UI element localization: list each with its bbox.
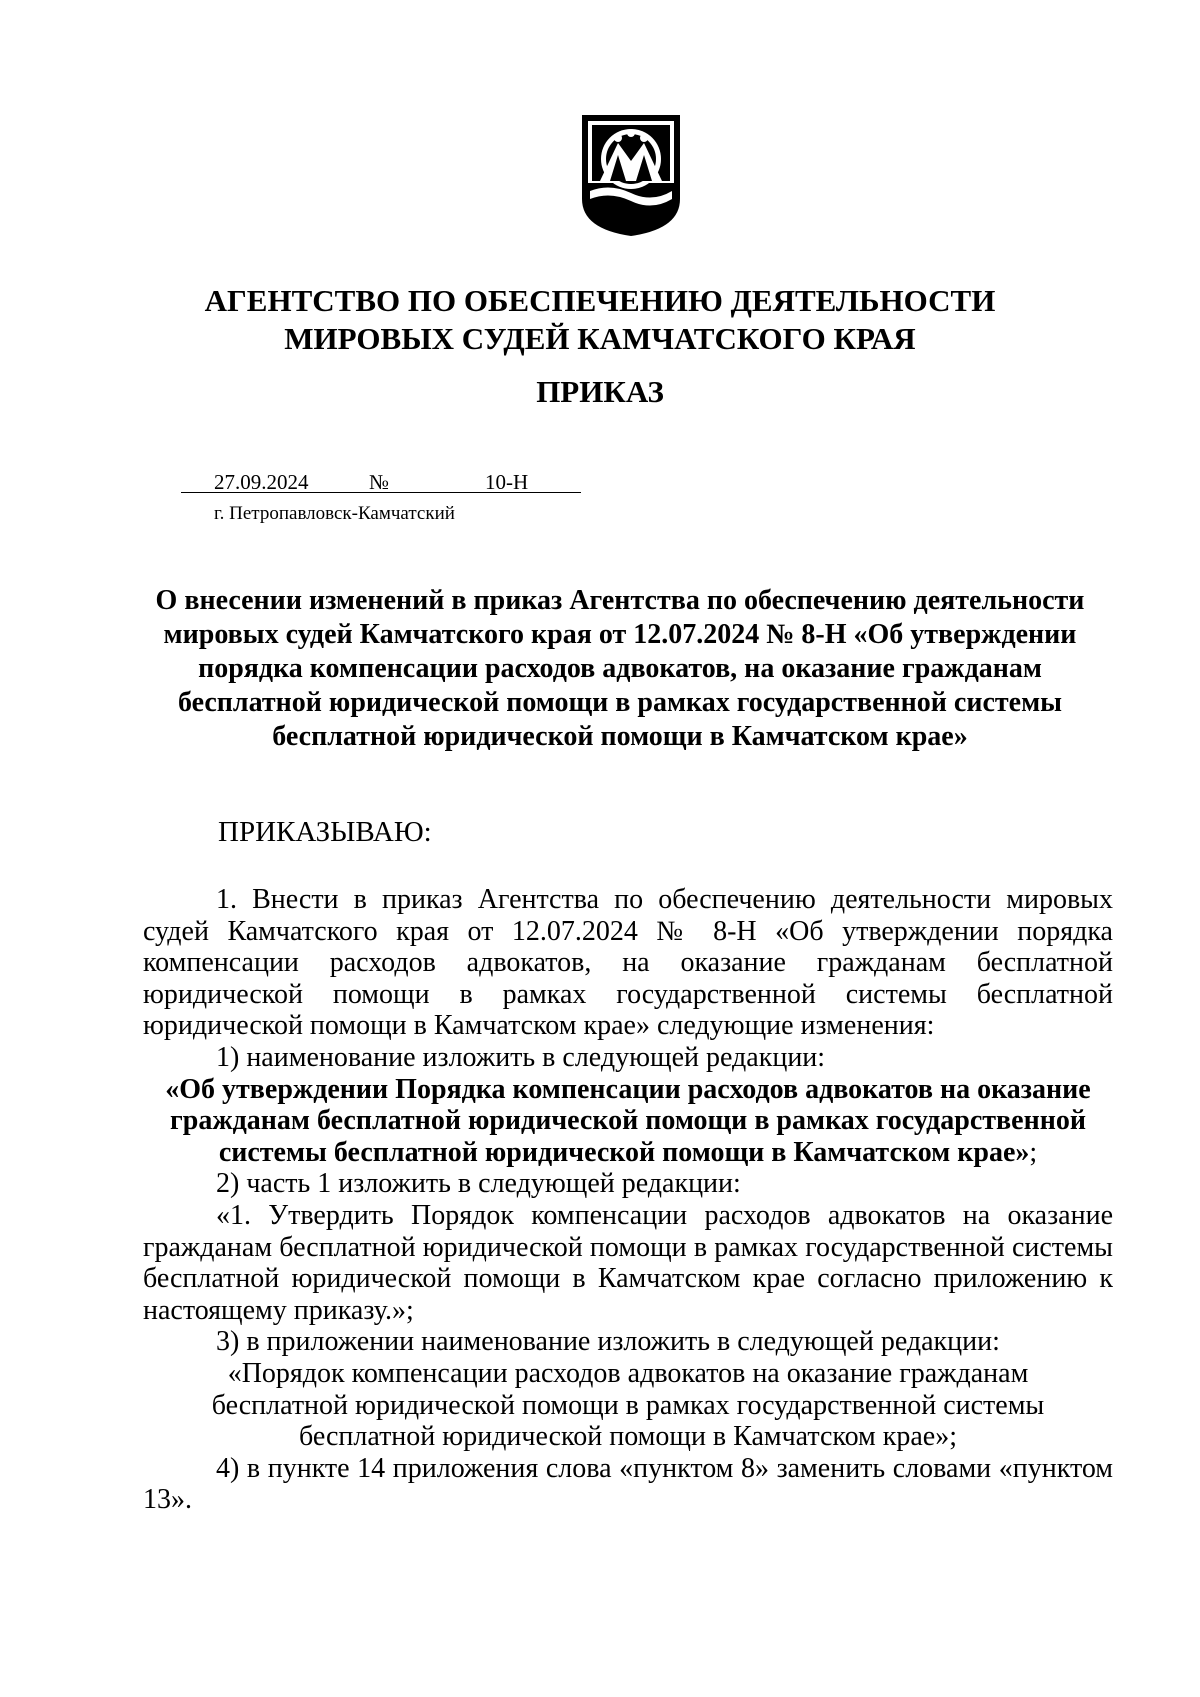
order-subject-line: порядка компенсации расходов адвокатов, на оказание гражданам <box>198 653 1042 684</box>
order-subject-line: бесплатной юридической помощи в Камчатском крае» <box>272 721 968 752</box>
appendix-title-line: «Порядок компенсации расходов адвокатов на оказание гражданам <box>227 1357 1029 1389</box>
order-subject <box>140 584 1100 754</box>
agency-name-line-1: АГЕНТСТВО ПО ОБЕСПЕЧЕНИЮ ДЕЯТЕЛЬНОСТИ <box>204 283 996 318</box>
appendix-title-line: бесплатной юридической помощи в рамках государственной системы <box>211 1389 1045 1421</box>
order-subject-line: мировых судей Камчатского края от 12.07.2024 № 8-Н «Об утверждении <box>163 619 1077 650</box>
order-number: 10-Н <box>485 470 529 494</box>
order-body <box>143 884 1113 1516</box>
item-1: 1) наименование изложить в следующей редакции: <box>216 1041 826 1073</box>
order-date: 27.09.2024 <box>214 470 309 494</box>
kamchatka-coat-of-arms-icon <box>580 113 682 238</box>
item-2: 2) часть 1 изложить в следующей редакции: <box>216 1168 741 1200</box>
paragraph-1: 1. Внести в приказ Агентства по обеспечению деятельности мировых судей Камчатского края от 12.07.2024 № 8-Н «Об утверждении порядка компенсации расходов адвокатов, на оказание гражданам бесплатной юридической помощи в рамках государственной системы бесплатной юридической помощи в Камчатском крае» следующие изменения: <box>143 884 1113 1042</box>
order-number-sign: № <box>369 470 390 494</box>
item-2-text: «1. Утвердить Порядок компенсации расходов адвокатов на оказание гражданам бесплатной юридической помощи в рамках государственной системы бесплатной юридической помощи в Камчатском крае согласно приложению к настоящему приказу.»; <box>143 1199 1113 1326</box>
order-subject-line: бесплатной юридической помощи в рамках государственной системы <box>177 687 1063 718</box>
decree-word: ПРИКАЗЫВАЮ: <box>218 816 432 848</box>
appendix-title-block <box>143 1358 1113 1453</box>
date-number-underline <box>181 492 581 493</box>
new-title-block <box>143 1074 1113 1169</box>
agency-name <box>140 282 1060 358</box>
item-3: 3) в приложении наименование изложить в следующей редакции: <box>216 1326 1000 1358</box>
document-type: ПРИКАЗ <box>536 374 664 409</box>
agency-name-line-2: МИРОВЫХ СУДЕЙ КАМЧАТСКОГО КРАЯ <box>284 321 916 356</box>
new-title-end: ; <box>1029 1136 1038 1168</box>
new-title-bold: «Об утверждении Порядка компенсации расходов адвокатов на оказание гражданам бесплатной юридической помощи в рамках государственной системы бесплатной юридической помощи в Камчатском крае» <box>165 1073 1091 1168</box>
order-subject-line: О внесении изменений в приказ Агентства по обеспечению деятельности <box>155 585 1085 616</box>
order-city: г. Петропавловск-Камчатский <box>214 503 455 524</box>
item-4: 4) в пункте 14 приложения слова «пунктом 8» заменить словами «пунктом 13». <box>143 1452 1113 1516</box>
appendix-title-line: бесплатной юридической помощи в Камчатском крае»; <box>298 1421 957 1453</box>
